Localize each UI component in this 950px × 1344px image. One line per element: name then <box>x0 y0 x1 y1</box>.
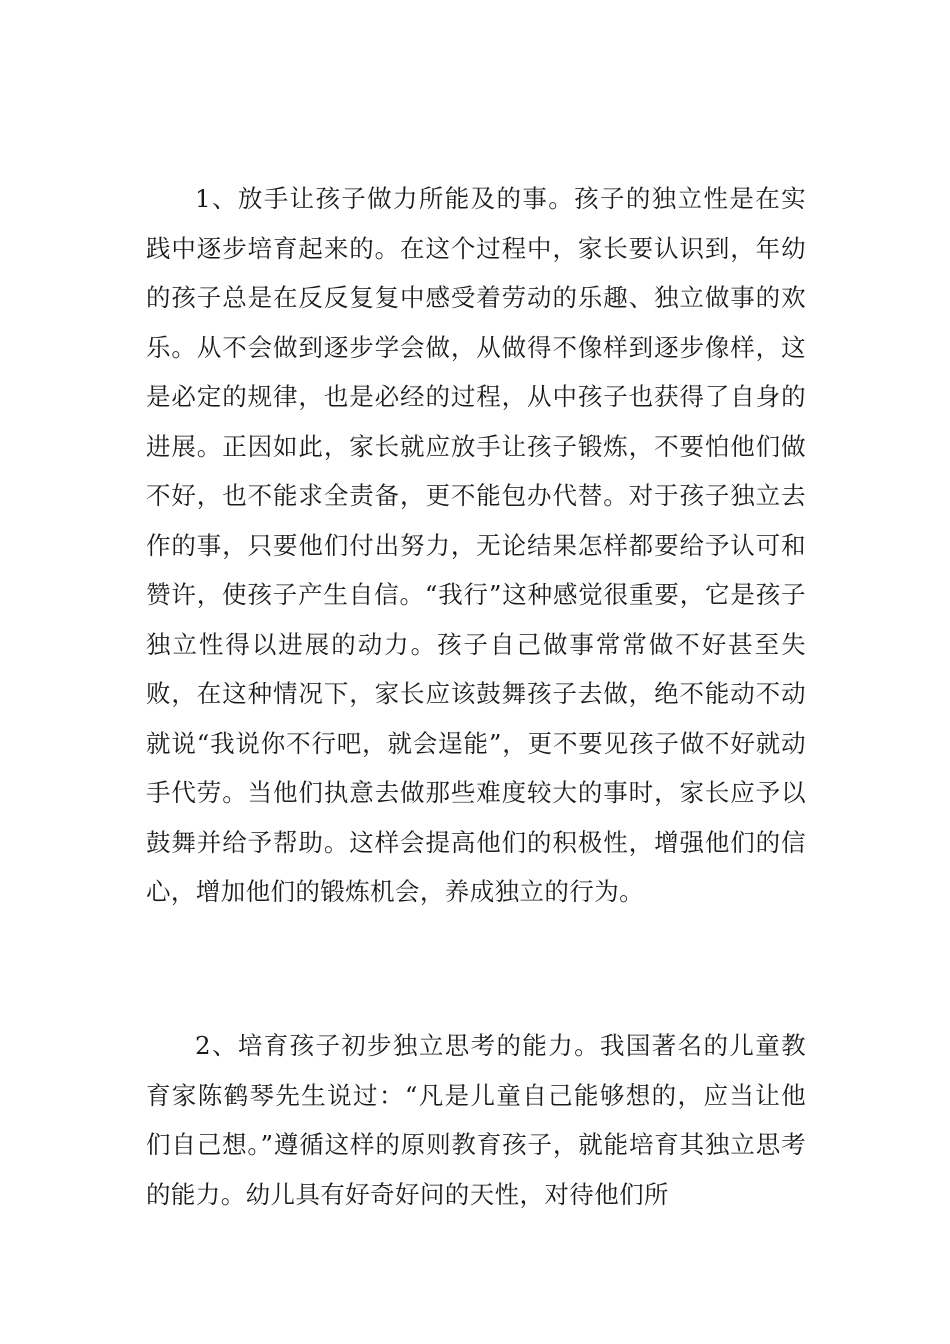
paragraph-1: 1、放手让孩子做力所能及的事。孩子的独立性是在实践中逐步培育起来的。在这个过程中，家长要认识到，年幼的孩子总是在反反复复中感受着劳动的乐趣、独立做事的欢乐。从不会做到逐步学会做，从做得不像样到逐步像样，这是必定的规律，也是必经的过程，从中孩子也获得了自身的进展。正因如此，家长就应放手让孩子锻炼，不要怕他们做不好，也不能求全责备，更不能包办代替。对于孩子独立去作的事，只要他们付出努力，无论结果怎样都要给予认可和赞许，使孩子产生自信。“我行”这种感觉很重要，它是孩子独立性得以进展的动力。孩子自己做事常常做不好甚至失败，在这种情况下，家长应该鼓舞孩子去做，绝不能动不动就说“我说你不行吧，就会逞能”，更不要见孩子做不好就动手代劳。当他们执意去做那些难度较大的事时，家长应予以鼓舞并给予帮助。这样会提高他们的积极性，增强他们的信心，增加他们的锻炼机会，养成独立的行为。 <box>146 184 806 906</box>
paragraph-2: 2、培育孩子初步独立思考的能力。我国著名的儿童教育家陈鹤琴先生说过：“凡是儿童自己能够想的，应当让他们自己想。”遵循这样的原则教育孩子，就能培育其独立思考的能力。幼儿具有好奇好问的天性，对待他们所 <box>146 1031 806 1209</box>
